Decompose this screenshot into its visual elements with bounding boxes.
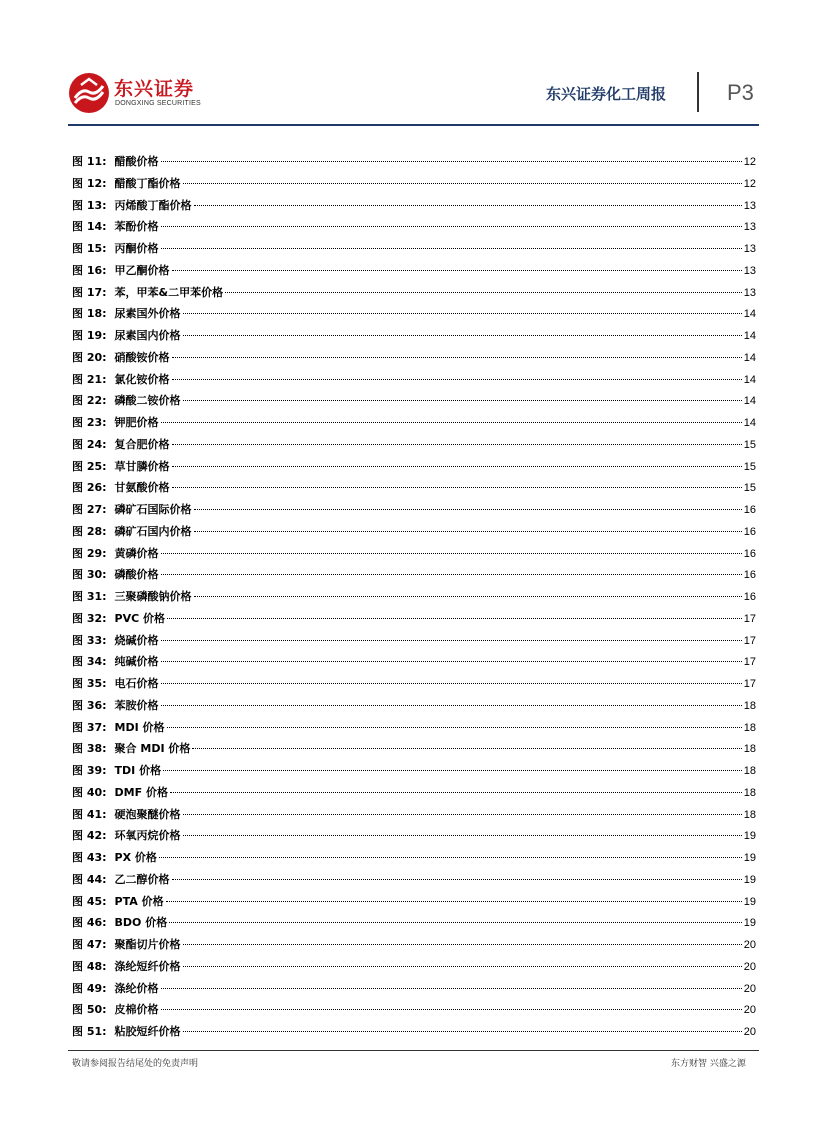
logo-english-name: DONGXING SECURITIES [115, 100, 201, 107]
toc-dot-leader [161, 988, 742, 989]
toc-figure-title: 草甘膦价格 [114, 459, 170, 473]
toc-page-number: 13 [743, 199, 756, 212]
toc-page-number: 18 [743, 786, 756, 799]
toc-row[interactable] [72, 175, 756, 197]
toc-row[interactable] [72, 632, 756, 654]
toc-figure-number: 图 25: [72, 459, 107, 473]
toc-page-number: 17 [743, 612, 756, 625]
toc-figure-number: 图 49: [72, 981, 107, 995]
footer-rule [68, 1050, 759, 1051]
toc-dot-leader [183, 335, 742, 336]
toc-row[interactable] [72, 588, 756, 610]
toc-dot-leader [183, 944, 742, 945]
toc-figure-title: 烧碱价格 [114, 633, 159, 647]
toc-dot-leader [183, 835, 742, 836]
toc-row[interactable] [72, 675, 756, 697]
toc-figure-title: 苯酚价格 [114, 220, 159, 234]
toc-dot-leader [183, 966, 742, 967]
toc-dot-leader [167, 618, 742, 619]
footer-disclaimer: 敬请参阅报告结尾处的免责声明 [72, 1059, 199, 1069]
toc-row[interactable] [72, 392, 756, 414]
toc-row[interactable] [72, 610, 756, 632]
toc-row[interactable] [72, 240, 756, 262]
toc-figure-title: DMF 价格 [114, 785, 168, 799]
toc-row[interactable] [72, 871, 756, 893]
toc-figure-number: 图 23: [72, 416, 107, 429]
toc-dot-leader [161, 248, 742, 249]
toc-row[interactable] [72, 762, 756, 784]
toc-figure-title: 硝酸铵价格 [114, 350, 170, 364]
toc-dot-leader [172, 379, 742, 380]
toc-figure-title: PX 价格 [114, 851, 157, 864]
toc-page-number: 19 [743, 830, 756, 843]
toc-row[interactable] [72, 936, 756, 958]
toc-figure-number: 图 32: [72, 611, 107, 625]
toc-figure-title: 聚合 MDI 价格 [114, 742, 191, 756]
header-divider [697, 72, 699, 112]
toc-dot-leader [167, 727, 742, 728]
toc-figure-number: 图 19: [72, 329, 107, 342]
toc-figure-number: 图 38: [72, 742, 107, 756]
toc-figure-number: 图 14: [72, 220, 107, 234]
toc-dot-leader [172, 270, 742, 271]
toc-page-number: 18 [743, 808, 756, 821]
toc-page-number: 19 [743, 873, 756, 886]
toc-page-number: 16 [743, 591, 756, 603]
toc-page-number: 16 [743, 525, 756, 538]
toc-page-number: 14 [743, 395, 756, 408]
figure-list [72, 153, 756, 1045]
toc-row[interactable] [72, 653, 756, 675]
toc-page-number: 14 [743, 351, 756, 364]
page-number: P3 [727, 80, 754, 105]
toc-figure-title: MDI 价格 [114, 720, 165, 734]
toc-dot-leader [172, 487, 742, 488]
toc-figure-number: 图 26: [72, 481, 107, 495]
toc-figure-number: 图 39: [72, 764, 107, 777]
toc-figure-title: 硬泡聚醚价格 [114, 807, 181, 821]
toc-page-number: 18 [743, 765, 756, 777]
toc-figure-title: 复合肥价格 [114, 437, 170, 451]
toc-row[interactable] [72, 740, 756, 762]
toc-dot-leader [194, 596, 742, 597]
toc-figure-number: 图 22: [72, 394, 107, 408]
toc-figure-title: 粘胶短纤价格 [114, 1025, 181, 1038]
toc-figure-title: 氯化铵价格 [114, 372, 170, 386]
footer-slogan: 东方财智 兴盛之源 [671, 1059, 746, 1069]
toc-page-number: 17 [743, 656, 756, 669]
toc-figure-number: 图 43: [72, 851, 107, 864]
toc-figure-title: 三聚磷酸钠价格 [114, 590, 192, 603]
toc-figure-title: 涤纶价格 [114, 981, 159, 995]
toc-figure-title: 纯碱价格 [114, 655, 159, 669]
toc-figure-number: 图 40: [72, 785, 107, 799]
toc-page-number: 15 [743, 482, 756, 495]
toc-figure-title: 醋酸价格 [114, 155, 159, 168]
toc-row[interactable] [72, 893, 756, 915]
toc-dot-leader [172, 357, 742, 358]
toc-figure-title: 电石价格 [114, 677, 159, 690]
toc-figure-number: 图 37: [72, 720, 107, 734]
toc-dot-leader [166, 901, 742, 902]
toc-row[interactable] [72, 284, 756, 306]
toc-figure-title: 尿素国外价格 [114, 307, 181, 321]
toc-figure-number: 图 12: [72, 176, 107, 190]
toc-page-number: 15 [743, 460, 756, 473]
toc-page-number: 19 [743, 852, 756, 864]
toc-figure-title: 涤纶短纤价格 [114, 959, 181, 973]
toc-page-number: 14 [743, 373, 756, 386]
toc-figure-title: PTA 价格 [114, 894, 164, 908]
logo-emblem-icon [68, 72, 110, 114]
toc-figure-number: 图 27: [72, 503, 107, 516]
toc-row[interactable] [72, 218, 756, 240]
toc-row[interactable] [72, 501, 756, 523]
toc-row[interactable] [72, 479, 756, 501]
toc-figure-title: BDO 价格 [114, 916, 168, 930]
toc-row[interactable] [72, 849, 756, 871]
toc-figure-title: 磷酸价格 [114, 568, 159, 582]
toc-dot-leader [161, 640, 742, 641]
toc-figure-title: 醋酸丁酯价格 [114, 176, 181, 190]
toc-row[interactable] [72, 980, 756, 1002]
toc-figure-title: 环氧丙烷价格 [114, 829, 181, 843]
toc-page-number: 20 [743, 1026, 756, 1038]
toc-row[interactable] [72, 523, 756, 545]
toc-figure-title: 皮棉价格 [114, 1003, 159, 1017]
toc-figure-number: 图 35: [72, 677, 107, 690]
toc-figure-title: TDI 价格 [114, 764, 162, 777]
toc-figure-number: 图 18: [72, 307, 107, 321]
toc-page-number: 20 [743, 939, 756, 951]
toc-figure-number: 图 47: [72, 938, 107, 951]
toc-dot-leader [161, 1009, 742, 1010]
toc-row[interactable] [72, 371, 756, 393]
toc-dot-leader [161, 553, 742, 554]
toc-dot-leader [161, 683, 742, 684]
toc-dot-leader [194, 205, 742, 206]
toc-figure-number: 图 46: [72, 916, 107, 930]
toc-figure-title: 尿素国内价格 [114, 329, 181, 342]
toc-figure-title: 聚酯切片价格 [114, 938, 181, 951]
toc-figure-number: 图 30: [72, 568, 107, 582]
toc-figure-title: 乙二醇价格 [114, 872, 170, 886]
company-logo [68, 70, 208, 118]
toc-figure-title: 丙酮价格 [114, 242, 159, 255]
toc-figure-number: 图 21: [72, 372, 107, 386]
header-rule [68, 124, 759, 126]
toc-page-number: 19 [743, 917, 756, 930]
toc-dot-leader [172, 444, 742, 445]
toc-figure-number: 图 48: [72, 959, 107, 973]
toc-page-number: 13 [743, 243, 756, 255]
toc-figure-title: 丙烯酸丁酯价格 [114, 198, 192, 212]
toc-row[interactable] [72, 458, 756, 480]
toc-figure-title: 磷酸二铵价格 [114, 394, 181, 408]
toc-dot-leader [161, 226, 742, 227]
toc-page-number: 18 [743, 699, 756, 712]
toc-row[interactable] [72, 1001, 756, 1023]
toc-row[interactable] [72, 566, 756, 588]
toc-page-number: 13 [743, 221, 756, 234]
toc-dot-leader [161, 161, 742, 162]
toc-page-number: 14 [743, 417, 756, 429]
toc-figure-number: 图 44: [72, 872, 107, 886]
toc-dot-leader [161, 422, 742, 423]
toc-figure-title: PVC 价格 [114, 611, 166, 625]
toc-figure-number: 图 13: [72, 198, 107, 212]
toc-dot-leader [169, 922, 742, 923]
toc-page-number: 16 [743, 504, 756, 516]
toc-figure-number: 图 11: [72, 155, 107, 168]
toc-row[interactable] [72, 958, 756, 980]
toc-dot-leader [192, 748, 741, 749]
toc-figure-title: 黄磷价格 [114, 546, 159, 560]
toc-page-number: 18 [743, 743, 756, 756]
toc-dot-leader [172, 466, 742, 467]
toc-dot-leader [161, 661, 742, 662]
toc-figure-number: 图 45: [72, 894, 107, 908]
toc-figure-number: 图 20: [72, 350, 107, 364]
toc-figure-number: 图 17: [72, 285, 107, 299]
toc-page-number: 13 [743, 286, 756, 299]
toc-page-number: 12 [743, 177, 756, 190]
toc-figure-number: 图 42: [72, 829, 107, 843]
toc-row[interactable] [72, 262, 756, 284]
toc-dot-leader [183, 400, 742, 401]
toc-figure-title: 甘氨酸价格 [114, 481, 170, 495]
toc-figure-title: 苯，甲苯&二甲苯价格 [114, 285, 224, 299]
toc-row[interactable] [72, 197, 756, 219]
toc-dot-leader [225, 292, 742, 293]
toc-page-number: 18 [743, 721, 756, 734]
toc-row[interactable] [72, 1023, 756, 1045]
toc-row[interactable] [72, 349, 756, 371]
toc-dot-leader [183, 183, 742, 184]
toc-dot-leader [170, 792, 742, 793]
toc-figure-number: 图 36: [72, 698, 107, 712]
toc-figure-number: 图 33: [72, 633, 107, 647]
toc-page-number: 17 [743, 678, 756, 690]
toc-figure-title: 钾肥价格 [114, 416, 159, 429]
toc-row[interactable] [72, 545, 756, 567]
toc-row[interactable] [72, 327, 756, 349]
toc-row[interactable] [72, 305, 756, 327]
toc-figure-number: 图 41: [72, 807, 107, 821]
toc-page-number: 12 [743, 156, 756, 168]
logo-chinese-name: 东兴证券 [114, 78, 195, 100]
toc-figure-number: 图 31: [72, 590, 107, 603]
toc-page-number: 16 [743, 569, 756, 582]
toc-page-number: 20 [743, 982, 756, 995]
toc-dot-leader [163, 770, 742, 771]
toc-page-number: 15 [743, 438, 756, 451]
toc-dot-leader [194, 531, 742, 532]
report-name: 东兴证券化工周报 [546, 85, 667, 103]
toc-figure-number: 图 34: [72, 655, 107, 669]
toc-dot-leader [183, 814, 742, 815]
toc-page-number: 19 [743, 895, 756, 908]
toc-dot-leader [183, 1031, 742, 1032]
toc-row[interactable] [72, 719, 756, 741]
toc-figure-title: 甲乙酮价格 [114, 263, 170, 277]
page-header [0, 0, 827, 130]
toc-figure-number: 图 15: [72, 242, 107, 255]
toc-dot-leader [161, 574, 742, 575]
toc-dot-leader [161, 705, 742, 706]
toc-page-number: 20 [743, 1004, 756, 1017]
toc-figure-number: 图 50: [72, 1003, 107, 1017]
toc-figure-number: 图 28: [72, 524, 107, 538]
toc-row[interactable] [72, 827, 756, 849]
toc-dot-leader [159, 857, 742, 858]
toc-page-number: 14 [743, 308, 756, 321]
toc-page-number: 20 [743, 960, 756, 973]
toc-figure-number: 图 16: [72, 263, 107, 277]
toc-row[interactable] [72, 153, 756, 175]
toc-row[interactable] [72, 806, 756, 828]
toc-dot-leader [183, 313, 742, 314]
toc-row[interactable] [72, 436, 756, 458]
toc-figure-title: 磷矿石国际价格 [114, 503, 192, 516]
toc-row[interactable] [72, 414, 756, 436]
toc-figure-number: 图 24: [72, 437, 107, 451]
toc-dot-leader [172, 879, 742, 880]
toc-page-number: 13 [743, 264, 756, 277]
toc-row[interactable] [72, 697, 756, 719]
toc-dot-leader [194, 509, 742, 510]
toc-row[interactable] [72, 784, 756, 806]
toc-row[interactable] [72, 914, 756, 936]
toc-page-number: 14 [743, 330, 756, 342]
toc-page-number: 16 [743, 547, 756, 560]
toc-figure-title: 磷矿石国内价格 [114, 524, 192, 538]
toc-figure-number: 图 29: [72, 546, 107, 560]
toc-figure-title: 苯胺价格 [114, 698, 159, 712]
toc-figure-number: 图 51: [72, 1025, 107, 1038]
toc-page-number: 17 [743, 634, 756, 647]
